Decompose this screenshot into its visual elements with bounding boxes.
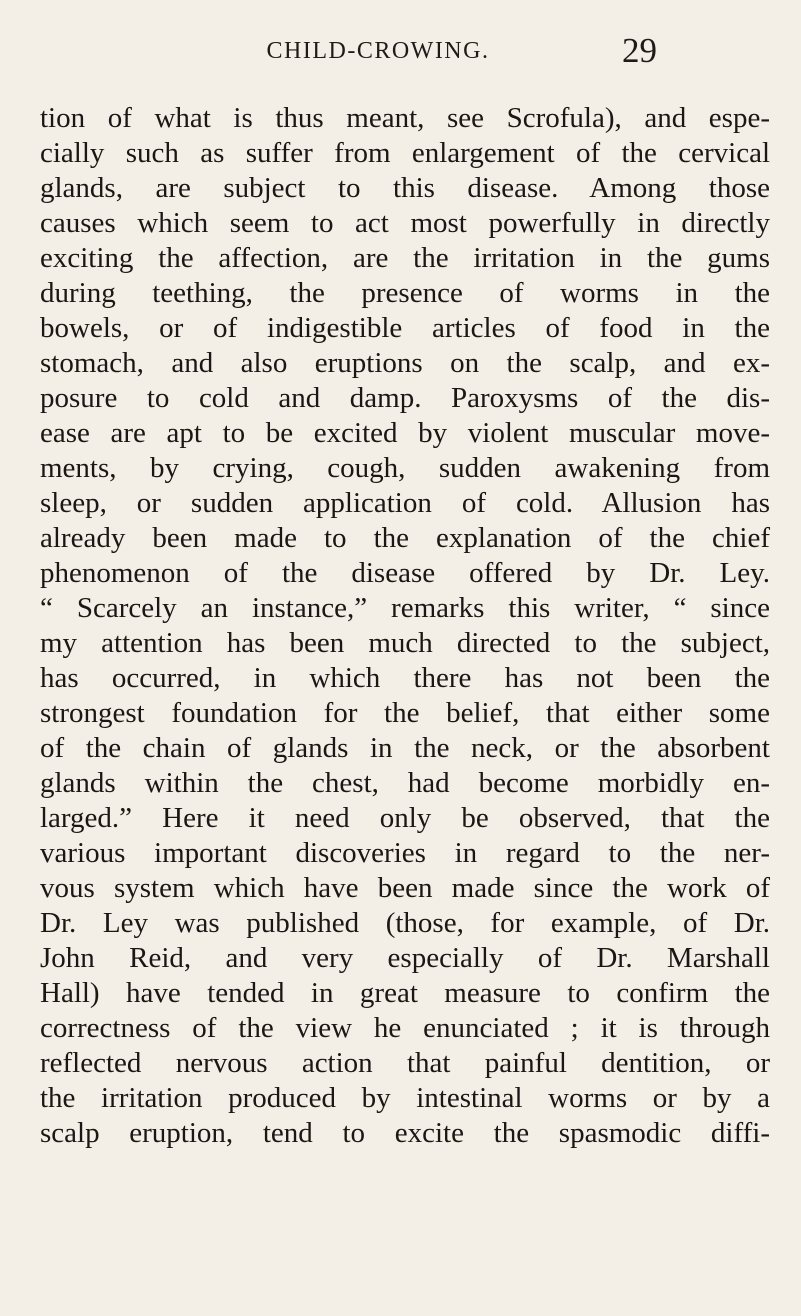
text-line: Hall) have tended in great measure to confirm the: [40, 977, 770, 1009]
text-line: reflected nervous action that painful dentition, or: [40, 1047, 770, 1079]
text-line: larged.” Here it need only be observed, that the: [40, 802, 770, 834]
text-line: phenomenon of the disease offered by Dr. Ley.: [40, 557, 770, 589]
text-line: ments, by crying, cough, sudden awakening from: [40, 452, 770, 484]
text-line: ease are apt to be excited by violent muscular move-: [40, 417, 770, 449]
text-line: has occurred, in which there has not been the: [40, 662, 770, 694]
text-line: John Reid, and very especially of Dr. Marshall: [40, 942, 770, 974]
text-line: bowels, or of indigestible articles of food in the: [40, 312, 770, 344]
text-line: tion of what is thus meant, see Scrofula), and espe-: [40, 102, 770, 134]
running-head: CHILD-CROWING.: [266, 38, 490, 64]
page-header: [0, 0, 801, 90]
text-line: correctness of the view he enunciated ; it is through: [40, 1012, 770, 1044]
text-line: exciting the affection, are the irritation in the gums: [40, 242, 770, 274]
text-line: glands, are subject to this disease. Among those: [40, 172, 770, 204]
text-line: “ Scarcely an instance,” remarks this writer, “ since: [40, 592, 770, 624]
text-line: posure to cold and damp. Paroxysms of the dis-: [40, 382, 770, 414]
text-line: scalp eruption, tend to excite the spasmodic diffi-: [40, 1117, 770, 1149]
text-line: glands within the chest, had become morbidly en-: [40, 767, 770, 799]
text-line: my attention has been much directed to the subject,: [40, 627, 770, 659]
text-line: stomach, and also eruptions on the scalp, and ex-: [40, 347, 770, 379]
text-line: strongest foundation for the belief, that either some: [40, 697, 770, 729]
page-number: 29: [622, 31, 657, 70]
text-line: causes which seem to act most powerfully in directly: [40, 207, 770, 239]
text-line: vous system which have been made since the work of: [40, 872, 770, 904]
text-line: of the chain of glands in the neck, or the absorbent: [40, 732, 770, 764]
text-line: Dr. Ley was published (those, for example, of Dr.: [40, 907, 770, 939]
text-line: the irritation produced by intestinal worms or by a: [40, 1082, 770, 1114]
text-line: cially such as suffer from enlargement of the cervical: [40, 137, 770, 169]
text-line: sleep, or sudden application of cold. Allusion has: [40, 487, 770, 519]
text-line: various important discoveries in regard to the ner-: [40, 837, 770, 869]
text-line: during teething, the presence of worms in the: [40, 277, 770, 309]
body-text: [40, 101, 770, 1151]
text-line: already been made to the explanation of the chief: [40, 522, 770, 554]
